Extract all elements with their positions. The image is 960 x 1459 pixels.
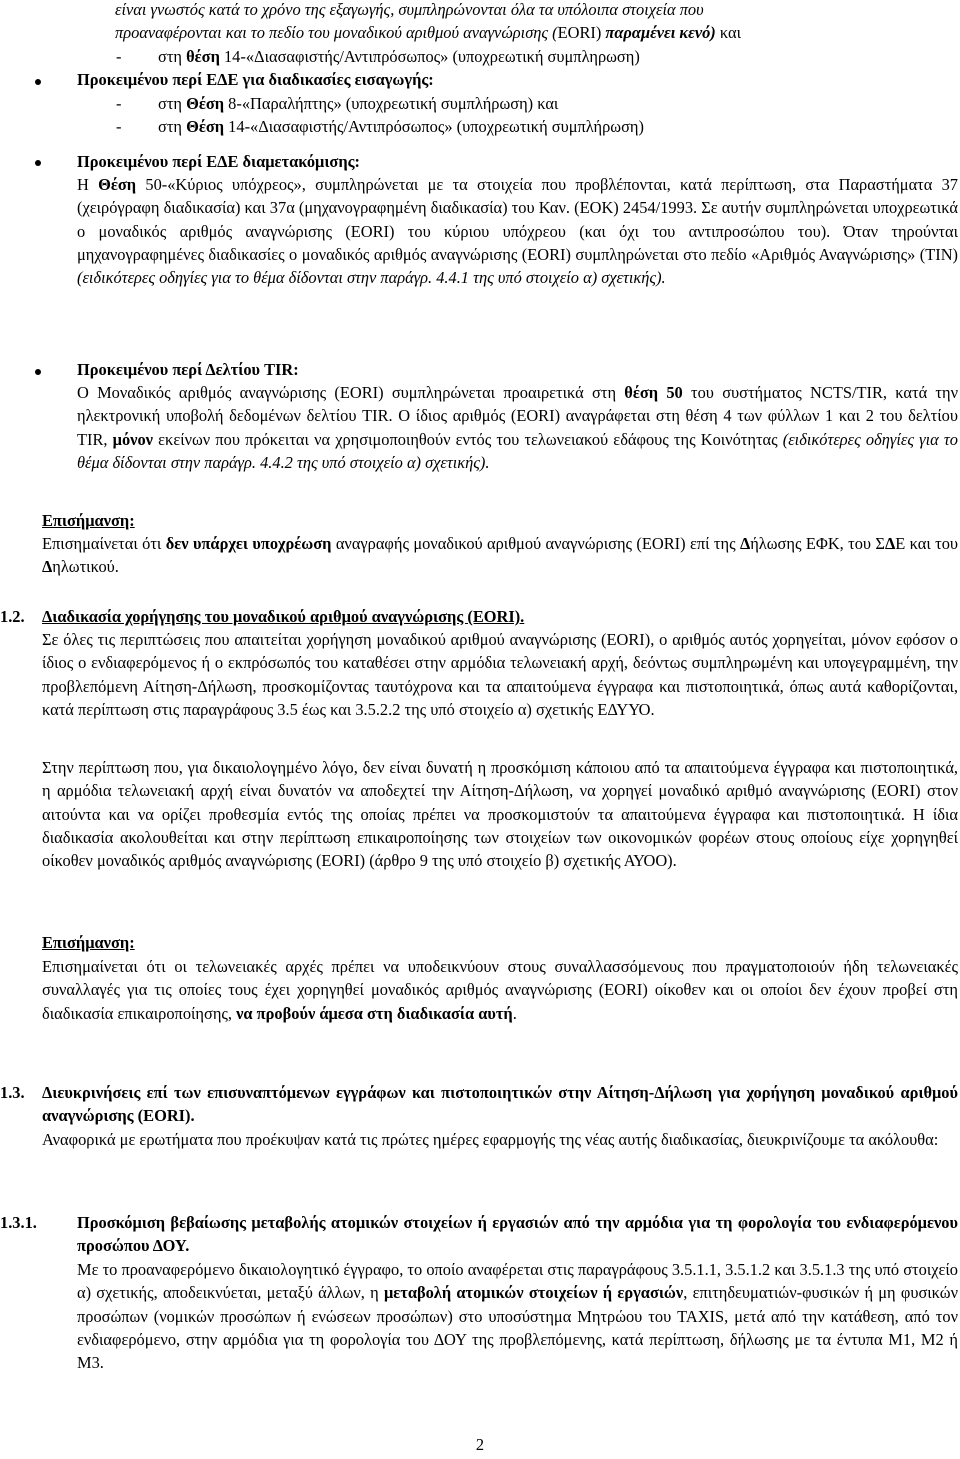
note-1-text-b: αναγραφής μοναδικού αριθμού αναγνώρισης (EORI) επί της <box>331 534 740 553</box>
note-1-delta-3: Δ <box>42 557 53 577</box>
section-1-3-number: 1.3. <box>0 1083 25 1102</box>
dash-item-1-bold: θέση <box>186 47 220 66</box>
dash-item-2 <box>158 92 958 115</box>
note-paragraph-1 <box>42 532 958 579</box>
dash-item-3-bold: Θέση <box>186 117 225 136</box>
section-1-3-1-text-a: Με το προαναφερόμενο δικαιολογητικό έγγραφο, το οποίο αναφέρεται στις παραγράφους 3.5.1.1, 3.5.1.2 και 3.5.1.3 της υπό στοιχείο α) σχετικής, αποδεικνύεται, μεταξύ άλλων, η <box>77 1260 958 1303</box>
bullet-3-title-text: Προκειμένου περί Δελτίου TIR: <box>77 360 299 379</box>
dash-item-1-text: 14-«Διασαφιστής/Αντιπρόσωπος» (υποχρεωτική συμπληρωση) <box>219 47 640 66</box>
note-2-text: Επισημαίνεται ότι οι τελωνειακές αρχές πρέπει να υποδεικνύουν στους συναλλασσόμενους που πραγματοποιούν ήδη τελωνειακές συναλλαγές για τις οποίες τους έχει χορηγηθεί μοναδικός αριθμός αναγνώρισης (EORI) οίκοθεν και οι οποίοι δεν έχουν προβεί στη διαδικασία επικαιροποίησης, <box>42 957 958 1023</box>
dash-item-3 <box>158 115 958 138</box>
note-1-text-c: ήλωσης ΕΦΚ, του Σ <box>750 534 885 553</box>
bullet-2-text-a: Η <box>77 175 99 194</box>
bullet-2-title: Προκειμένου περί ΕΔΕ διαμετακόμισης: <box>77 152 361 171</box>
bullet-1-title: Προκειμένου περί ΕΔΕ για διαδικασίες εισαγωγής: <box>77 70 434 89</box>
bullet-2-bold: Θέση <box>98 175 137 194</box>
section-1-2-title: Διαδικασία χορήγησης του μοναδικού αριθμού αναγνώρισης (EORI). <box>42 607 525 626</box>
bullet-3-text-b: του συστήματος NCTS/TIR, κατά την ηλεκτρονική υποβολή δεδομένων δελτίου TIR. Ο ίδιος αριθμός (EORI) αναγράφεται στη θέση 4 των φύλλων 1 και 2 του δελτίου TIR, <box>77 383 958 449</box>
dash-item-3-prefix: στη <box>158 117 187 136</box>
dash-marker-3: - <box>116 117 122 136</box>
dash-item-1 <box>158 45 958 68</box>
note-label-2: Επισήμανση: <box>42 933 135 952</box>
section-1-3-1-title: Προσκόμιση βεβαίωσης μεταβολής ατομικών στοιχείων ή εργασιών από την αρμόδια για τη φορολογία του ενδιαφερόμενου προσώπου ΔΟΥ. <box>77 1213 958 1256</box>
note-1-text-a: Επισημαίνεται ότι <box>42 534 166 553</box>
bullet-3-note: (ειδικότερες οδηγίες για το θέμα δίδονται στην παράγρ. 4.4.2 της υπό στοιχείο α) σχετικής). <box>77 429 958 472</box>
section-1-3-1-text-b: , επιτηδευματιών-φυσικών ή μη φυσικών προσώπων (νομικών προσώπων ή ενώσεων προσώπων) στο υποσύστημα Μητρώου του TAXIS, μετά από την κατάθεση, από τον ενδιαφερόμενο, στην αρμόδια για τη φορολογία του ΔΟΥ της προβλεπόμενης, κατά περίπτωση, δήλωσης με τα έντυπα Μ1, Μ2 ή Μ3. <box>77 1283 959 1373</box>
section-1-3-title: Διευκρινήσεις επί των επισυναπτόμενων εγγράφων και πιστοποιητικών στην Αίτηση-Δήλωση για χορήγηση μοναδικού αριθμού αναγνώρισης (EORI). <box>42 1083 958 1126</box>
intro-eori: EORI) <box>557 23 606 43</box>
note-label-1: Επισήμανση: <box>42 511 135 530</box>
note-1-text-d: Ε και του <box>895 534 959 553</box>
dash-item-3-text: 14-«Διασαφιστής/Αντιπρόσωπος» (υποχρεωτική συμπλήρωση) <box>224 117 644 136</box>
bullet-3-bold-a: θέση 50 <box>624 383 683 402</box>
note-1-bold: δεν υπάρχει υποχρέωση <box>165 534 332 553</box>
bullet-3-bold-b: μόνον <box>112 429 154 449</box>
note-1-delta-2: Δ <box>884 534 896 553</box>
bullet-icon <box>35 369 41 375</box>
bullet-3-text-a: Ο Μοναδικός αριθμός αναγνώρισης (EORI) συμπληρώνεται προαιρετικά στη <box>77 383 625 402</box>
section-1-3-1-bold: μεταβολή ατομικών στοιχείων ή εργασιών <box>383 1283 684 1303</box>
dash-item-1-prefix: στη <box>158 47 187 66</box>
dash-marker-2: - <box>116 94 122 113</box>
intro-paragraph <box>115 0 957 45</box>
bullet-2-text-b: 50-«Κύριος υπόχρεος», συμπληρώνεται με τα στοιχεία που προβλέπονται, κατά περίπτωση, στα Παραστήματα 37 (χειρόγραφη διαδικασία) και 37α (μηχανογραφημένη διαδικασία) του Καν. (ΕΟΚ) 2454/1993. Σε αυτήν συμπληρώνεται υποχρεωτικά ο μοναδικός αριθμός αναγνώρισης (EORI) του κύριου υπόχρεου (και όχι του αντιπροσώπου του). Όταν τηρούνται μηχανογραφημένες διαδικασίες ο μοναδικός αριθμός αναγνώρισης (EORI) συμπληρώνεται στο πεδίο «Αριθμός Αναγνώρισης» (TIN) <box>77 175 959 264</box>
note-2-end: . <box>512 1003 517 1023</box>
section-1-2-paragraph-2: Στην περίπτωση που, για δικαιολογημένο λόγο, δεν είναι δυνατή η προσκόμιση κάποιου από τα απαιτούμενα έγγραφα και πιστοποιητικά, η αρμόδια τελωνειακή αρχή είναι δυνατόν να αποδεχτεί την Αίτηση-Δήλωση, να χορηγεί μοναδικό αριθμό αναγνώρισης (EORI) στον αιτούντα και να ορίζει προθεσμία εντός της οποίας πρέπει να προσκομιστούν τα απαιτούμενα έγγραφα και πιστοποιητικά. Η ίδια διαδικασία ακολουθείται και στην περίπτωση επικαιροποίησης των στοιχείων των οικονομικών φορέων στους οποίους είχε χορηγηθεί οίκοθεν μοναδικός αριθμός αναγνώρισης (EORI) (άρθρο 9 της υπό στοιχείο β) σχετικής ΑΥΟΟ). <box>42 758 958 871</box>
bullet-icon <box>35 160 41 166</box>
note-1-text-e: ηλωτικού. <box>52 557 119 577</box>
dash-marker-1: - <box>116 47 122 66</box>
bullet-2-paragraph <box>77 173 958 289</box>
bullet-2-note: (ειδικότερες οδηγίες για το θέμα δίδονται στην παράγρ. 4.4.1 της υπό στοιχείο α) σχετικής). <box>77 268 666 288</box>
dash-item-2-text: 8-«Παραλήπτης» (υποχρεωτική συμπλήρωση) και <box>224 94 559 113</box>
bullet-icon <box>35 79 41 85</box>
note-paragraph-2 <box>42 955 958 1025</box>
intro-line-1: είναι γνωστός κατά το χρόνο της εξαγωγής, συμπληρώνονται όλα τα υπόλοιπα στοιχεία που <box>115 0 704 19</box>
section-1-2-paragraph-1: Σε όλες τις περιπτώσεις που απαιτείται χορήγηση μοναδικού αριθμού αναγνώρισης (EORI), ο αριθμός αυτός χορηγείται, μόνον εφόσον ο ίδιος ο ενδιαφερόμενος ή ο εκπρόσωπός του καταθέσει στην αρμόδια τελωνειακή αρχή, δεόντως συμπληρωμένη και υπογεγραμμένη, την προβλεπόμενη Αίτηση-Δήλωση, προσκομίζοντας ταυτόχρονα και τα απαιτούμενα έγγραφα και πιστοποιητικά, όπως αυτά καθορίζονται, κατά περίπτωση στις παραγράφους 3.5 έως και 3.5.2.2 της υπό στοιχείο α) σχετικής ΕΔΥΥΟ. <box>42 630 958 719</box>
note-2-bold: να προβούν άμεσα στη διαδικασία αυτή <box>236 1003 513 1023</box>
page-number: 2 <box>475 1435 485 1454</box>
intro-line-2a: προαναφέρονται και το πεδίο του μοναδικού αριθμού αναγνώρισης ( <box>115 23 558 43</box>
section-1-3-paragraph: Αναφορικά με ερωτήματα που προέκυψαν κατά τις πρώτες ημέρες εφαρμογής της νέας αυτής διαδικασίας, διευκρινίζουμε τα ακόλουθα: <box>42 1130 939 1149</box>
intro-and: και <box>715 23 741 43</box>
dash-item-2-prefix: στη <box>158 94 187 113</box>
note-1-delta-1: Δ <box>739 534 751 553</box>
section-1-3-1-number: 1.3.1. <box>0 1213 37 1232</box>
intro-remains-empty: παραμένει κενό) <box>605 23 716 43</box>
dash-item-2-bold: Θέση <box>186 94 225 113</box>
section-1-3-1-paragraph <box>77 1258 958 1374</box>
bullet-3-text-c: εκείνων που πρόκειται να χρησιμοποιηθούν εντός του τελωνειακού εδάφους της Κοινότητας <box>153 429 783 449</box>
bullet-3-paragraph <box>77 381 958 474</box>
bullet-3-title <box>77 358 957 381</box>
section-1-2-number: 1.2. <box>0 607 25 626</box>
